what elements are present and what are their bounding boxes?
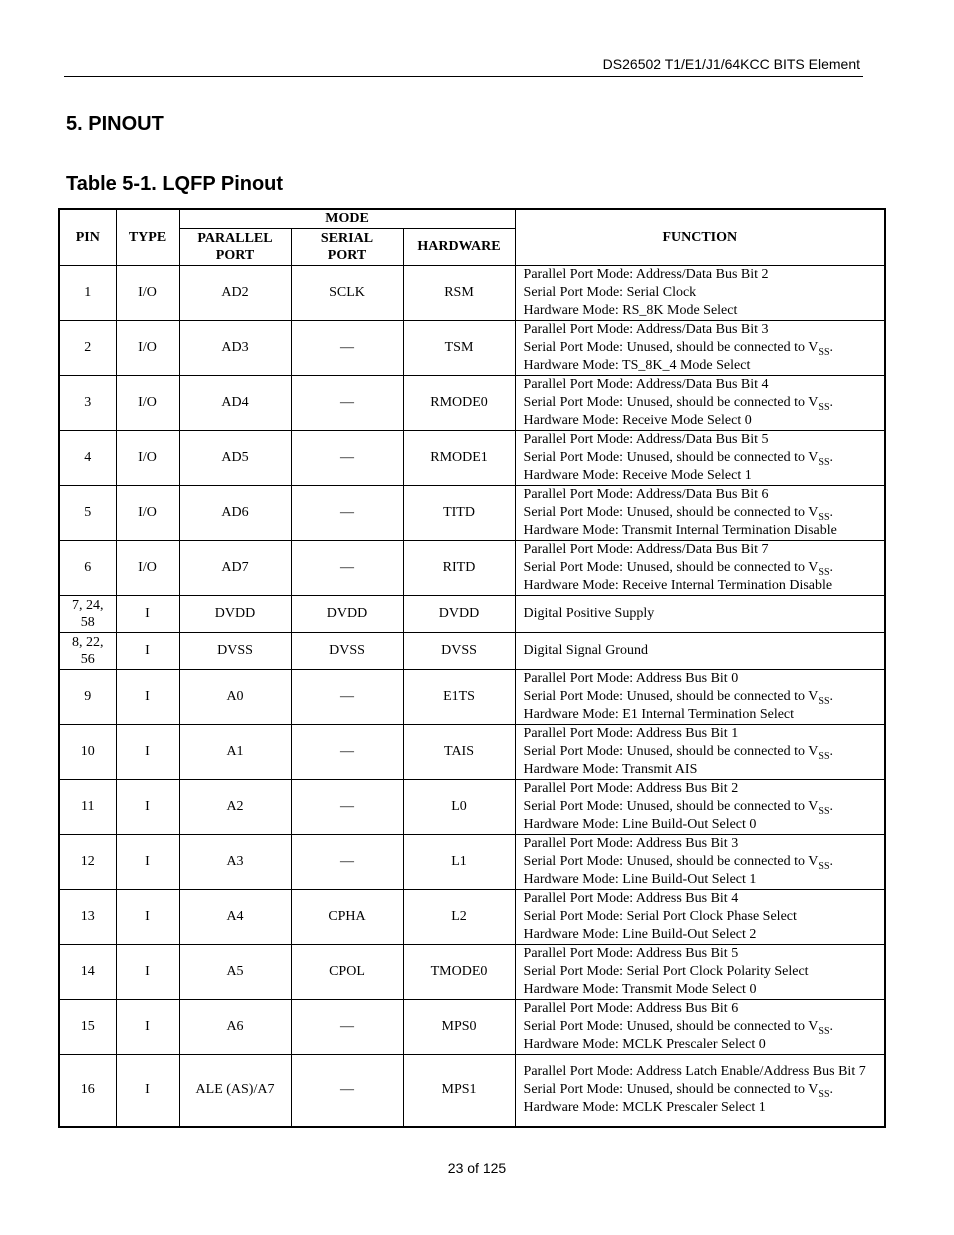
function-cell xyxy=(515,889,885,944)
function-hardware-line xyxy=(524,412,885,430)
type-cell: I xyxy=(116,889,179,944)
function-hardware-line-text: Hardware Mode: TS_8K_4 Mode Select xyxy=(523,357,751,373)
function-serial-line-text: Serial Port Mode: Unused, should be connected to V xyxy=(523,449,819,465)
type-cell: I xyxy=(116,999,179,1054)
function-hardware-line xyxy=(524,816,885,834)
table-row xyxy=(59,430,885,485)
sentence-end: . xyxy=(829,798,834,814)
serial-port-cell: — xyxy=(291,485,403,540)
function-serial-line-text: Serial Port Mode: Serial Port Clock Polarity Select xyxy=(523,963,809,979)
function-hardware-line xyxy=(524,1036,885,1054)
sentence-end: . xyxy=(829,394,834,410)
table-row xyxy=(59,999,885,1054)
function-parallel-line-text: Parallel Port Mode: Address Bus Bit 1 xyxy=(523,725,739,741)
vss-subscript: SS xyxy=(818,401,830,413)
serial-port-cell: CPOL xyxy=(291,944,403,999)
serial-port-cell: — xyxy=(291,999,403,1054)
hardware-cell: RMODE0 xyxy=(403,375,515,430)
function-hardware-line-text: Hardware Mode: Transmit Internal Termination Disable xyxy=(523,522,837,538)
function-parallel-line xyxy=(524,431,885,449)
function-cell xyxy=(515,724,885,779)
function-cell xyxy=(515,779,885,834)
function-serial-line xyxy=(524,963,885,981)
function-hardware-line xyxy=(524,706,885,724)
function-hardware-line xyxy=(524,981,885,999)
type-cell: I xyxy=(116,632,179,669)
pin-cell: 6 xyxy=(59,540,116,595)
function-parallel-line xyxy=(524,780,885,798)
pin-cell: 11 xyxy=(59,779,116,834)
sentence-end: . xyxy=(829,339,834,355)
parallel-port-cell: AD4 xyxy=(179,375,291,430)
hardware-cell: L1 xyxy=(403,834,515,889)
serial-port-cell: — xyxy=(291,724,403,779)
header-pin: PIN xyxy=(59,209,116,265)
function-serial-line xyxy=(524,688,885,706)
function-parallel-line xyxy=(524,376,885,394)
document-header: DS26502 T1/E1/J1/64KCC BITS Element xyxy=(602,56,860,72)
function-serial-line xyxy=(524,1018,885,1036)
serial-port-cell: SCLK xyxy=(291,265,403,320)
sentence-end: . xyxy=(829,743,834,759)
type-cell: I xyxy=(116,779,179,834)
pin-cell: 4 xyxy=(59,430,116,485)
function-parallel-line-text: Parallel Port Mode: Address/Data Bus Bit 3 xyxy=(523,321,769,337)
hardware-cell: RSM xyxy=(403,265,515,320)
function-cell xyxy=(515,320,885,375)
section-title: 5. PINOUT xyxy=(66,113,164,135)
hardware-cell: L2 xyxy=(403,889,515,944)
function-hardware-line xyxy=(524,302,885,320)
page-number: 23 of 125 xyxy=(447,1160,507,1176)
function-serial-line-text: Serial Port Mode: Unused, should be connected to V xyxy=(523,1018,819,1034)
parallel-port-cell: AD2 xyxy=(179,265,291,320)
function-hardware-line xyxy=(524,871,885,889)
serial-port-cell: — xyxy=(291,430,403,485)
serial-port-cell: — xyxy=(291,1054,403,1127)
pin-cell: 13 xyxy=(59,889,116,944)
hardware-cell: TMODE0 xyxy=(403,944,515,999)
hardware-cell: MPS0 xyxy=(403,999,515,1054)
table-row xyxy=(59,1054,885,1127)
serial-port-cell: DVDD xyxy=(291,595,403,632)
parallel-port-cell: DVSS xyxy=(179,632,291,669)
parallel-port-cell: DVDD xyxy=(179,595,291,632)
function-parallel-line xyxy=(524,266,885,284)
function-hardware-line-text: Hardware Mode: MCLK Prescaler Select 0 xyxy=(523,1036,766,1052)
function-serial-line xyxy=(524,504,885,522)
type-cell: I/O xyxy=(116,540,179,595)
table-row xyxy=(59,595,885,632)
function-cell xyxy=(515,265,885,320)
function-serial-line-text: Serial Port Mode: Unused, should be connected to V xyxy=(523,688,819,704)
table-row xyxy=(59,485,885,540)
function-hardware-line xyxy=(524,926,885,944)
table-row xyxy=(59,944,885,999)
header-serial-port: SERIAL PORT xyxy=(291,228,403,265)
sentence-end: . xyxy=(829,559,834,575)
vss-subscript: SS xyxy=(818,346,830,358)
pin-line: 58 xyxy=(80,614,95,630)
hardware-cell: E1TS xyxy=(403,669,515,724)
table-row xyxy=(59,724,885,779)
function-parallel-line xyxy=(524,945,885,963)
hardware-cell: TITD xyxy=(403,485,515,540)
hardware-cell: DVSS xyxy=(403,632,515,669)
function-serial-line xyxy=(524,743,885,761)
pin-line: 7, 24, xyxy=(72,597,104,613)
type-cell: I/O xyxy=(116,265,179,320)
function-cell xyxy=(515,632,885,669)
parallel-port-cell: AD5 xyxy=(179,430,291,485)
table-row xyxy=(59,834,885,889)
pin-cell: 16 xyxy=(59,1054,116,1127)
function-hardware-line xyxy=(524,1099,879,1117)
type-cell: I xyxy=(116,595,179,632)
vss-subscript: SS xyxy=(818,456,830,468)
function-serial-line xyxy=(524,908,885,926)
header-type: TYPE xyxy=(116,209,179,265)
header-mode: MODE xyxy=(179,209,515,228)
pin-cell: 3 xyxy=(59,375,116,430)
parallel-port-cell: A1 xyxy=(179,724,291,779)
function-hardware-line xyxy=(524,467,885,485)
function-parallel-line-text: Parallel Port Mode: Address Bus Bit 2 xyxy=(523,780,739,796)
function-serial-line-text: Serial Port Mode: Unused, should be connected to V xyxy=(523,853,819,869)
function-serial-line xyxy=(524,798,885,816)
function-parallel-line-text: Digital Signal Ground xyxy=(523,642,648,658)
function-parallel-line xyxy=(524,605,885,623)
serial-port-cell: — xyxy=(291,669,403,724)
parallel-port-cell: A2 xyxy=(179,779,291,834)
pinout-table xyxy=(58,208,886,1128)
parallel-port-cell: A6 xyxy=(179,999,291,1054)
serial-port-cell: — xyxy=(291,540,403,595)
table-row xyxy=(59,779,885,834)
function-hardware-line-text: Hardware Mode: Receive Internal Termination Disable xyxy=(523,577,833,593)
function-serial-line-text: Serial Port Mode: Unused, should be connected to V xyxy=(523,798,819,814)
pin-cell xyxy=(59,632,116,669)
type-cell: I xyxy=(116,724,179,779)
table-row xyxy=(59,669,885,724)
function-cell xyxy=(515,669,885,724)
vss-subscript: SS xyxy=(818,860,830,872)
function-parallel-line-text: Parallel Port Mode: Address/Data Bus Bit 2 xyxy=(523,266,769,282)
header-parallel-port: PARALLEL PORT xyxy=(179,228,291,265)
parallel-port-cell: ALE (AS)/A7 xyxy=(179,1054,291,1127)
function-hardware-line xyxy=(524,357,885,375)
function-cell xyxy=(515,485,885,540)
function-cell xyxy=(515,944,885,999)
function-serial-line xyxy=(524,394,885,412)
function-parallel-line-text: Parallel Port Mode: Address/Data Bus Bit 4 xyxy=(523,376,769,392)
table-title: Table 5-1. LQFP Pinout xyxy=(66,173,284,195)
serial-port-cell: CPHA xyxy=(291,889,403,944)
serial-port-cell: DVSS xyxy=(291,632,403,669)
function-serial-line-text: Serial Port Mode: Unused, should be connected to V xyxy=(523,339,819,355)
type-cell: I/O xyxy=(116,375,179,430)
function-cell xyxy=(515,540,885,595)
hardware-cell: TSM xyxy=(403,320,515,375)
function-serial-line-text: Serial Port Mode: Unused, should be connected to V xyxy=(523,394,819,410)
hardware-cell: DVDD xyxy=(403,595,515,632)
function-parallel-line xyxy=(524,670,885,688)
table-row xyxy=(59,265,885,320)
pinout-table-body xyxy=(59,265,885,1127)
function-cell xyxy=(515,834,885,889)
type-cell: I/O xyxy=(116,430,179,485)
type-cell: I/O xyxy=(116,485,179,540)
pin-cell: 14 xyxy=(59,944,116,999)
function-serial-line-text: Serial Port Mode: Unused, should be connected to V xyxy=(523,504,819,520)
parallel-port-cell: AD7 xyxy=(179,540,291,595)
function-parallel-line-text: Parallel Port Mode: Address Latch Enable/Address Bus Bit 7 xyxy=(523,1064,866,1079)
hardware-cell: RMODE1 xyxy=(403,430,515,485)
function-cell xyxy=(515,595,885,632)
table-row xyxy=(59,540,885,595)
function-cell xyxy=(515,1054,885,1127)
header-divider xyxy=(64,76,863,77)
function-parallel-line-text: Parallel Port Mode: Address Bus Bit 4 xyxy=(523,890,739,906)
function-parallel-line-text: Digital Positive Supply xyxy=(523,605,655,621)
vss-subscript: SS xyxy=(818,805,830,817)
function-cell xyxy=(515,999,885,1054)
function-hardware-line xyxy=(524,761,885,779)
function-hardware-line-text: Hardware Mode: Line Build-Out Select 0 xyxy=(523,816,757,832)
parallel-port-cell: A4 xyxy=(179,889,291,944)
function-cell xyxy=(515,375,885,430)
vss-subscript: SS xyxy=(818,750,830,762)
table-row xyxy=(59,889,885,944)
hardware-cell: RITD xyxy=(403,540,515,595)
function-hardware-line-text: Hardware Mode: RS_8K Mode Select xyxy=(523,302,738,318)
function-serial-line-text: Serial Port Mode: Serial Port Clock Phase Select xyxy=(523,908,797,924)
sentence-end: . xyxy=(829,1018,834,1034)
function-parallel-line-text: Parallel Port Mode: Address Bus Bit 3 xyxy=(523,835,739,851)
sentence-end: . xyxy=(829,449,834,465)
parallel-port-cell: A3 xyxy=(179,834,291,889)
function-hardware-line-text: Hardware Mode: Receive Mode Select 0 xyxy=(523,412,752,428)
function-parallel-line xyxy=(524,835,885,853)
function-parallel-line xyxy=(524,321,885,339)
type-cell: I xyxy=(116,834,179,889)
function-parallel-line-text: Parallel Port Mode: Address/Data Bus Bit 7 xyxy=(523,541,769,557)
vss-subscript: SS xyxy=(818,1088,830,1100)
function-serial-line xyxy=(524,339,885,357)
function-parallel-line-text: Parallel Port Mode: Address/Data Bus Bit 6 xyxy=(523,486,769,502)
parallel-port-cell: A0 xyxy=(179,669,291,724)
hardware-cell: TAIS xyxy=(403,724,515,779)
function-hardware-line-text: Hardware Mode: Transmit Mode Select 0 xyxy=(523,981,757,997)
function-parallel-line xyxy=(524,890,885,908)
function-serial-line xyxy=(524,449,885,467)
pin-cell: 2 xyxy=(59,320,116,375)
function-hardware-line xyxy=(524,522,885,540)
sentence-end: . xyxy=(829,1082,834,1097)
serial-port-cell: — xyxy=(291,834,403,889)
pin-cell xyxy=(59,595,116,632)
serial-port-cell: — xyxy=(291,779,403,834)
sentence-end: . xyxy=(829,504,834,520)
parallel-port-cell: AD6 xyxy=(179,485,291,540)
type-cell: I xyxy=(116,669,179,724)
function-parallel-line xyxy=(524,486,885,504)
function-serial-line xyxy=(524,284,885,302)
pin-line: 56 xyxy=(80,651,95,667)
serial-port-cell: — xyxy=(291,320,403,375)
function-hardware-line-text: Hardware Mode: E1 Internal Termination Select xyxy=(523,706,795,722)
table-row xyxy=(59,632,885,669)
function-hardware-line-text: Hardware Mode: Receive Mode Select 1 xyxy=(523,467,752,483)
function-hardware-line-text: Hardware Mode: Transmit AIS xyxy=(523,761,698,777)
vss-subscript: SS xyxy=(818,511,830,523)
table-row xyxy=(59,375,885,430)
function-serial-line xyxy=(524,559,885,577)
function-parallel-line xyxy=(524,725,885,743)
function-hardware-line-text: Hardware Mode: Line Build-Out Select 1 xyxy=(523,871,757,887)
hardware-cell: L0 xyxy=(403,779,515,834)
header-hardware: HARDWARE xyxy=(403,228,515,265)
table-row xyxy=(59,320,885,375)
function-parallel-line xyxy=(524,1063,879,1081)
function-hardware-line xyxy=(524,577,885,595)
parallel-port-cell: AD3 xyxy=(179,320,291,375)
parallel-port-cell: A5 xyxy=(179,944,291,999)
vss-subscript: SS xyxy=(818,566,830,578)
function-parallel-line xyxy=(524,642,885,660)
sentence-end: . xyxy=(829,853,834,869)
function-serial-line-text: Serial Port Mode: Unused, should be connected to V xyxy=(523,559,819,575)
pin-cell: 5 xyxy=(59,485,116,540)
function-serial-line-text: Serial Port Mode: Unused, should be connected to V xyxy=(523,1082,819,1097)
type-cell: I xyxy=(116,1054,179,1127)
function-parallel-line xyxy=(524,541,885,559)
function-parallel-line-text: Parallel Port Mode: Address/Data Bus Bit 5 xyxy=(523,431,769,447)
function-parallel-line-text: Parallel Port Mode: Address Bus Bit 6 xyxy=(523,1000,739,1016)
hardware-cell: MPS1 xyxy=(403,1054,515,1127)
pin-line: 8, 22, xyxy=(72,634,104,650)
pin-cell: 12 xyxy=(59,834,116,889)
type-cell: I/O xyxy=(116,320,179,375)
function-parallel-line-text: Parallel Port Mode: Address Bus Bit 0 xyxy=(523,670,739,686)
function-hardware-line-text: Hardware Mode: MCLK Prescaler Select 1 xyxy=(523,1100,766,1115)
vss-subscript: SS xyxy=(818,1025,830,1037)
sentence-end: . xyxy=(829,688,834,704)
function-cell xyxy=(515,430,885,485)
pin-cell: 10 xyxy=(59,724,116,779)
function-hardware-line-text: Hardware Mode: Line Build-Out Select 2 xyxy=(523,926,757,942)
function-serial-line xyxy=(524,1081,879,1099)
function-serial-line-text: Serial Port Mode: Unused, should be connected to V xyxy=(523,743,819,759)
vss-subscript: SS xyxy=(818,695,830,707)
pin-cell: 1 xyxy=(59,265,116,320)
serial-port-cell: — xyxy=(291,375,403,430)
function-serial-line-text: Serial Port Mode: Serial Clock xyxy=(523,284,697,300)
function-parallel-line-text: Parallel Port Mode: Address Bus Bit 5 xyxy=(523,945,739,961)
header-function: FUNCTION xyxy=(515,209,885,265)
function-serial-line xyxy=(524,853,885,871)
type-cell: I xyxy=(116,944,179,999)
pin-cell: 9 xyxy=(59,669,116,724)
pin-cell: 15 xyxy=(59,999,116,1054)
function-parallel-line xyxy=(524,1000,885,1018)
